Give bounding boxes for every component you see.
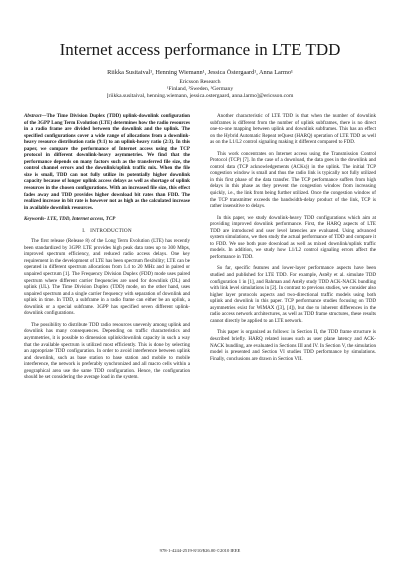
paper-title: Internet access performance in LTE TDD — [59, 40, 341, 59]
copyright-footer: 978-1-4244-2519-8/10/$26.00 ©2010 IEEE — [159, 548, 241, 553]
abstract-label: Abstract — [24, 113, 42, 119]
body-paragraph: This paper is organized as follows: in Section II, the TDD frame structure is described briefly. HARQ related issues such as user plane latency and ACK-NACK bundling, are evaluated in Sections III and IV. In Section V, the simulation model is presented and Section VI studies TDD performance by simulations. Finally, conclusions are drawn in Section VII. — [210, 329, 376, 362]
abstract: Abstract—The Time Division Duplex (TDD) uplink-downlink configuration of the 3GPP Long Term Evolution (LTE) determines how the radio resources in a radio frame are divided between the downlink and the uplink. The specified configurations cover a wide range of allocations from a downlink-heavy resource distribution ratio (9:1) to an uplink-heavy ratio (2:3). In this paper, we compare the performance of Internet access using the TCP protocol in different downlink-heavy asymmetries. We find that the performance depends on many factors such as the transferred file size, the control channel errors and the downlink/uplink traffic mix. When the file size is small, TDD can not fully utilize its potentially higher downlink capacity because of longer uplink access delays as well as shortage of uplink resources in the chosen configurations. With an increased file size, this effect fades away and TDD provides higher download bit rates than FDD. The realized increase in bit rate is however not as high as the calculated increase in available downlink resources. — [24, 113, 190, 211]
left-column — [24, 113, 190, 386]
right-column — [210, 113, 376, 367]
affiliation-org: Ericsson Research — [179, 79, 221, 85]
body-paragraph: Another characteristic of LTE TDD is that when the number of downlink subframes is different from the number of uplink subframes, there is no direct one-to-one mapping between uplink and downlink subframes. This has an effect on the Hybrid Automatic Repeat reQuest (HARQ) operation of LTE TDD as well as on the L1/L2 control signaling making it different compared to FDD. — [210, 113, 376, 146]
keywords: Keywords- LTE, TDD, Internet access, TCP — [24, 216, 116, 223]
body-paragraph: So far, specific features and lower-layer performance aspects have been studied and published for LTE TDD. For example, Astély et al. simulate TDD configuration 1 in [1], and Rahman and Astély study TDD ACK-NACK bundling with link level simulations in [2]. In contrast to previous studies, we consider also higher layer protocols aspects and two-directional traffic models using both uplink and downlink in this paper. TCP performance studies focusing on TDD asymmetries exist for WiMAX ([3], [4]), but due to inherent differences in the radio access network architectures, as well as TDD frame structures, these results cannot directly be applied to an LTE network. — [210, 265, 376, 324]
body-paragraph: This work concentrates on Internet access using the Transmission Control Protocol (TCP) [7]. In the case of a download, the data goes in the downlink and control data (TCP acknowledgements (ACKs)) in the uplink. The initial TCP congestion window is small and thus the radio link is typically not fully utilized in this first phase of the data transfer. The TCP performance suffers from high delays in this phase as they prevent the congestion window from increasing quickly, i.e., the link from being further utilized. Once the congestion window of the TCP transmitter exceeds the bandwidth-delay product of the link, TCP is rather insensitive to delays. — [210, 150, 376, 210]
body-paragraph: The first release (Release 8) of the Long Term Evolution (LTE) has recently been standardized by 3GPP. LTE provides high peak data rates up to 300 Mbps, improved spectrum efficiency, and reduced radio access delays. One key requirement in the development of LTE has been spectrum flexibility; LTE can be operated in different spectrum allocations from 1.4 to 20 MHz and in paired or unpaired spectrum [1]. The Frequency Division Duplex (FDD) mode uses paired spectrum where different carrier frequencies are used for downlink (DL) and uplink (UL). The Time Division Duplex (TDD) mode, on the other hand, uses unpaired spectrum and a single carrier frequency with separation of downlink and uplink in time. In TDD, a subframe in a radio frame can either be an uplink, a downlink or a special subframe. 3GPP has specified seven different uplink-downlink configurations. — [24, 238, 190, 317]
body-paragraph: In this paper, we study downlink-heavy TDD configurations which aim at providing improved downlink performance. First, the HARQ aspects of LTE TDD are introduced and user level latencies are evaluated. Using advanced system simulations, we then study the actual performance of TDD and compare it to FDD. We use both pure download as well as mixed downlink/uplink traffic models. In addition, we study how L1/L2 control signaling errors affect the performance in TDD. — [210, 214, 376, 260]
section-heading-introduction: I. INTRODUCTION — [82, 227, 132, 234]
affiliation-places: ¹Finland, ²Sweden, ³Germany — [166, 86, 234, 92]
abstract-text: The Time Division Duplex (TDD) uplink-downlink configuration of the 3GPP Long Term Evolution (LTE) determines how the radio resources in a radio frame are divided between the downlink and the uplink. The specified configurations cover a wide range of allocations from a downlink-heavy resource distribution ratio (9:1) to an uplink-heavy ratio (2:3). In this paper, we compare the performance of Internet access using the TCP protocol in different downlink-heavy asymmetries. We find that the performance depends on many factors such as the transferred file size, the control channel errors and the downlink/uplink traffic mix. When the file size is small, TDD can not fully utilize its potentially higher downlink capacity because of longer uplink access delays as well as shortage of uplink resources in the chosen configurations. With an increased file size, this effect fades away and TDD provides higher download bit rates than FDD. The realized increase in bit rate is however not as high as the calculated increase in available downlink resources. — [24, 113, 190, 211]
author-list: Riikka Susitaival¹, Henning Wiemann¹, Jessica Östergaard¹, Anna Larmo¹ — [107, 69, 293, 76]
author-emails: [riikka.susitaival, henning.wiemann, jessica.ostergaard, anna.larmo]@ericsson.com — [106, 93, 294, 99]
body-paragraph: The possibility to distribute TDD radio resources unevenly among uplink and downlink has many consequences. Depending on traffic characteristics and asymmetries, it is possible to dimension uplink/downlink capacity in such a way that the available spectrum is utilized most efficiently. This is done by selecting an appropriate TDD configuration. In order to avoid interference between uplink and downlink, such as base station to base station and mobile to mobile interference, the network is preferably synchronized and all macro cells within a geographical area use the same TDD configuration. Hence, the configuration should be set considering the average load in the system. — [24, 321, 190, 381]
